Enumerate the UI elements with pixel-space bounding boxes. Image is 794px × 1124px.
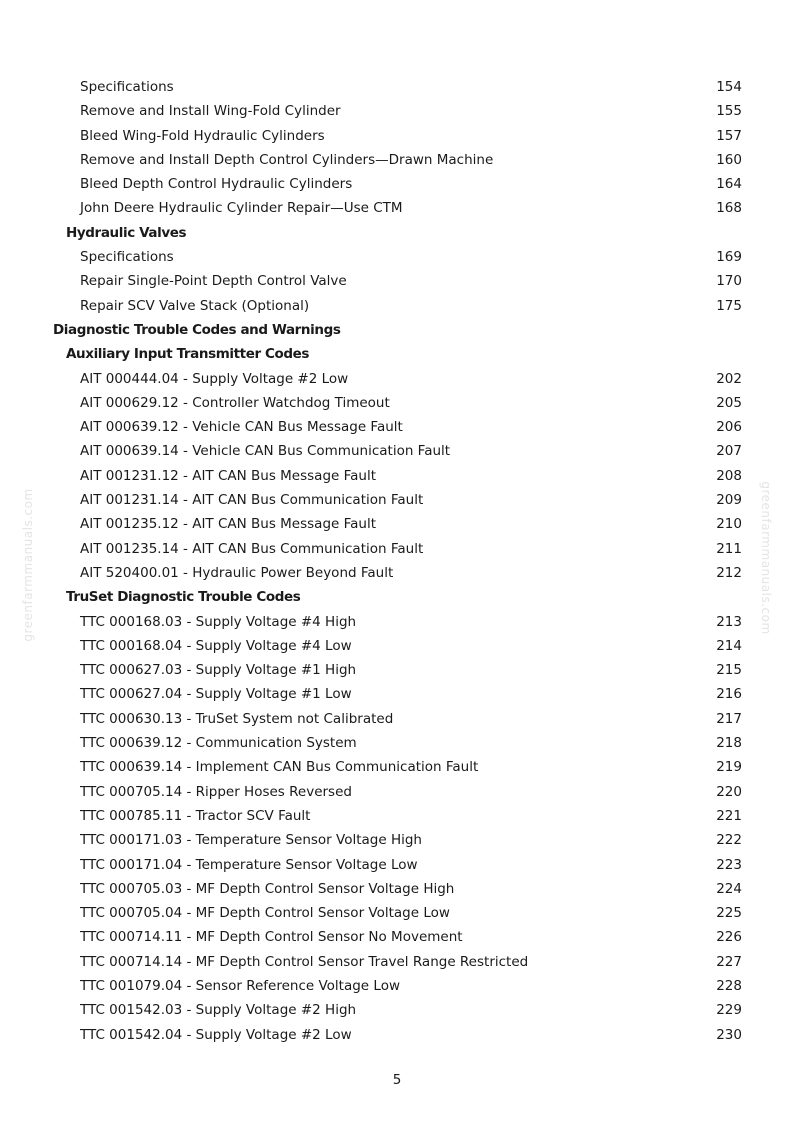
toc-entry[interactable] xyxy=(0,196,794,220)
toc-entry-page: 170 xyxy=(716,273,742,290)
toc-entry[interactable] xyxy=(0,974,794,998)
toc-entry-page: 209 xyxy=(716,492,742,509)
toc-entry[interactable] xyxy=(0,148,794,172)
toc-entry-title: TTC 000639.14 - Implement CAN Bus Communication Fault xyxy=(80,759,479,776)
toc-entry-title: TTC 000630.13 - TruSet System not Calibrated xyxy=(80,710,394,727)
toc-entry[interactable] xyxy=(0,488,794,512)
toc-entry[interactable] xyxy=(0,853,794,877)
toc-entry-title: TTC 000714.11 - MF Depth Control Sensor No Movement xyxy=(80,929,463,946)
toc-entry-page: 212 xyxy=(716,564,742,581)
toc-entry-title: AIT 001231.14 - AIT CAN Bus Communication Fault xyxy=(80,492,424,509)
toc-entry[interactable] xyxy=(0,731,794,755)
toc-entry-page: 223 xyxy=(716,856,742,873)
toc-entry[interactable] xyxy=(0,464,794,488)
toc-entry-page: 211 xyxy=(716,540,742,557)
toc-entry-page: 228 xyxy=(716,977,742,994)
toc-entry[interactable] xyxy=(0,415,794,439)
toc-entry-page: 160 xyxy=(716,151,742,168)
toc-entry[interactable] xyxy=(0,634,794,658)
toc-entry-page: 157 xyxy=(716,127,742,144)
toc-entry[interactable] xyxy=(0,755,794,779)
toc-subsection-heading[interactable] xyxy=(0,221,794,245)
toc-entry-title: TruSet Diagnostic Trouble Codes xyxy=(66,589,301,606)
toc-entry-title: TTC 000627.04 - Supply Voltage #1 Low xyxy=(80,686,352,703)
toc-entry-page: 154 xyxy=(716,79,742,95)
toc-section-heading[interactable] xyxy=(0,318,794,342)
toc-entry[interactable] xyxy=(0,925,794,949)
toc-entry[interactable] xyxy=(0,780,794,804)
toc-entry-title: Repair Single-Point Depth Control Valve xyxy=(80,273,347,290)
page-number: 5 xyxy=(392,1072,402,1088)
toc-entry-page: 164 xyxy=(716,176,742,193)
toc-entry-title: Bleed Wing-Fold Hydraulic Cylinders xyxy=(80,127,325,144)
toc-entry-title: TTC 000705.14 - Ripper Hoses Reversed xyxy=(80,783,352,800)
toc-entry-title: AIT 000639.12 - Vehicle CAN Bus Message Fault xyxy=(80,419,403,436)
toc-entry-title: TTC 000705.04 - MF Depth Control Sensor Voltage Low xyxy=(80,905,450,922)
toc-entry[interactable] xyxy=(0,877,794,901)
toc-entry-page: 205 xyxy=(716,394,742,411)
toc-entry[interactable] xyxy=(0,561,794,585)
toc-entry[interactable] xyxy=(0,99,794,123)
toc-entry-page: 210 xyxy=(716,516,742,533)
toc-entry-title: Specifications xyxy=(80,79,174,95)
toc-entry-page: 218 xyxy=(716,735,742,752)
toc-entry-title: Specifications xyxy=(80,249,174,266)
toc-entry[interactable] xyxy=(0,245,794,269)
toc-entry[interactable] xyxy=(0,1023,794,1047)
toc-entry-page: 219 xyxy=(716,759,742,776)
toc-entry-title: TTC 000168.04 - Supply Voltage #4 Low xyxy=(80,637,352,654)
toc-subsection-heading[interactable] xyxy=(0,342,794,366)
toc-entry[interactable] xyxy=(0,707,794,731)
toc-entry-title: TTC 000627.03 - Supply Voltage #1 High xyxy=(80,662,357,679)
toc-entry[interactable] xyxy=(0,367,794,391)
watermark-right: greenfarmmanuals.com xyxy=(759,481,773,635)
toc-entry-title: TTC 000639.12 - Communication System xyxy=(80,735,357,752)
toc-entry[interactable] xyxy=(0,391,794,415)
toc-entry-title: TTC 000168.03 - Supply Voltage #4 High xyxy=(80,613,357,630)
toc-entry-page: 202 xyxy=(716,370,742,387)
toc-entry-page: 155 xyxy=(716,103,742,120)
toc-entry[interactable] xyxy=(0,901,794,925)
toc-entry-title: TTC 001542.04 - Supply Voltage #2 Low xyxy=(80,1026,352,1043)
toc-entry-title: Remove and Install Wing-Fold Cylinder xyxy=(80,103,341,120)
toc-entry-page: 214 xyxy=(716,637,742,654)
toc-entry-page: 230 xyxy=(716,1026,742,1043)
toc-entry-title: TTC 000171.04 - Temperature Sensor Voltage Low xyxy=(80,856,418,873)
toc-entry-title: TTC 001542.03 - Supply Voltage #2 High xyxy=(80,1002,357,1019)
toc-entry-title: AIT 001235.14 - AIT CAN Bus Communication Fault xyxy=(80,540,424,557)
toc-entry[interactable] xyxy=(0,269,794,293)
toc-entry-page: 226 xyxy=(716,929,742,946)
table-of-contents xyxy=(0,75,794,1047)
toc-entry-title: Hydraulic Valves xyxy=(66,224,187,241)
toc-entry-title: TTC 000714.14 - MF Depth Control Sensor Travel Range Restricted xyxy=(80,953,529,970)
toc-entry-page: 229 xyxy=(716,1002,742,1019)
watermark-left: greenfarmmanuals.com xyxy=(21,488,35,642)
toc-entry[interactable] xyxy=(0,828,794,852)
toc-entry-page: 208 xyxy=(716,467,742,484)
toc-entry-title: AIT 000629.12 - Controller Watchdog Timeout xyxy=(80,394,390,411)
toc-entry-title: AIT 520400.01 - Hydraulic Power Beyond Fault xyxy=(80,564,394,581)
toc-entry[interactable] xyxy=(0,537,794,561)
toc-entry-title: Bleed Depth Control Hydraulic Cylinders xyxy=(80,176,353,193)
toc-entry-page: 224 xyxy=(716,880,742,897)
toc-entry-title: AIT 000444.04 - Supply Voltage #2 Low xyxy=(80,370,349,387)
toc-entry-page: 221 xyxy=(716,807,742,824)
toc-entry-title: John Deere Hydraulic Cylinder Repair—Use CTM xyxy=(80,200,403,217)
toc-entry-title: TTC 000785.11 - Tractor SCV Fault xyxy=(80,807,311,824)
toc-entry-title: TTC 000705.03 - MF Depth Control Sensor Voltage High xyxy=(80,880,455,897)
toc-entry-title: AIT 001235.12 - AIT CAN Bus Message Fault xyxy=(80,516,377,533)
toc-entry-page: 217 xyxy=(716,710,742,727)
toc-entry-page: 168 xyxy=(716,200,742,217)
toc-entry-page: 207 xyxy=(716,443,742,460)
toc-entry-title: TTC 000171.03 - Temperature Sensor Voltage High xyxy=(80,832,422,849)
toc-entry-page: 222 xyxy=(716,832,742,849)
toc-entry-page: 213 xyxy=(716,613,742,630)
toc-entry[interactable] xyxy=(0,804,794,828)
toc-entry-page: 227 xyxy=(716,953,742,970)
toc-entry[interactable] xyxy=(0,512,794,536)
toc-entry-title: TTC 001079.04 - Sensor Reference Voltage Low xyxy=(80,977,400,994)
toc-entry-page: 215 xyxy=(716,662,742,679)
toc-entry[interactable] xyxy=(0,294,794,318)
toc-entry[interactable] xyxy=(0,998,794,1022)
toc-entry-title: AIT 000639.14 - Vehicle CAN Bus Communication Fault xyxy=(80,443,451,460)
toc-entry-page: 216 xyxy=(716,686,742,703)
toc-entry-title: Diagnostic Trouble Codes and Warnings xyxy=(53,321,341,338)
toc-entry-page: 225 xyxy=(716,905,742,922)
toc-entry-page: 220 xyxy=(716,783,742,800)
toc-entry[interactable] xyxy=(0,172,794,196)
toc-entry-page: 169 xyxy=(716,249,742,266)
toc-entry-title: Remove and Install Depth Control Cylinders—Drawn Machine xyxy=(80,151,494,168)
toc-entry[interactable] xyxy=(0,658,794,682)
toc-entry[interactable] xyxy=(0,75,794,99)
toc-entry[interactable] xyxy=(0,124,794,148)
toc-entry-page: 206 xyxy=(716,419,742,436)
toc-entry[interactable] xyxy=(0,610,794,634)
toc-entry[interactable] xyxy=(0,439,794,463)
toc-entry-title: AIT 001231.12 - AIT CAN Bus Message Fault xyxy=(80,467,377,484)
toc-entry[interactable] xyxy=(0,950,794,974)
toc-entry[interactable] xyxy=(0,682,794,706)
toc-entry-title: Repair SCV Valve Stack (Optional) xyxy=(80,297,310,314)
toc-entry-title: Auxiliary Input Transmitter Codes xyxy=(66,346,310,363)
toc-entry-page: 175 xyxy=(716,297,742,314)
toc-subsection-heading[interactable] xyxy=(0,585,794,609)
